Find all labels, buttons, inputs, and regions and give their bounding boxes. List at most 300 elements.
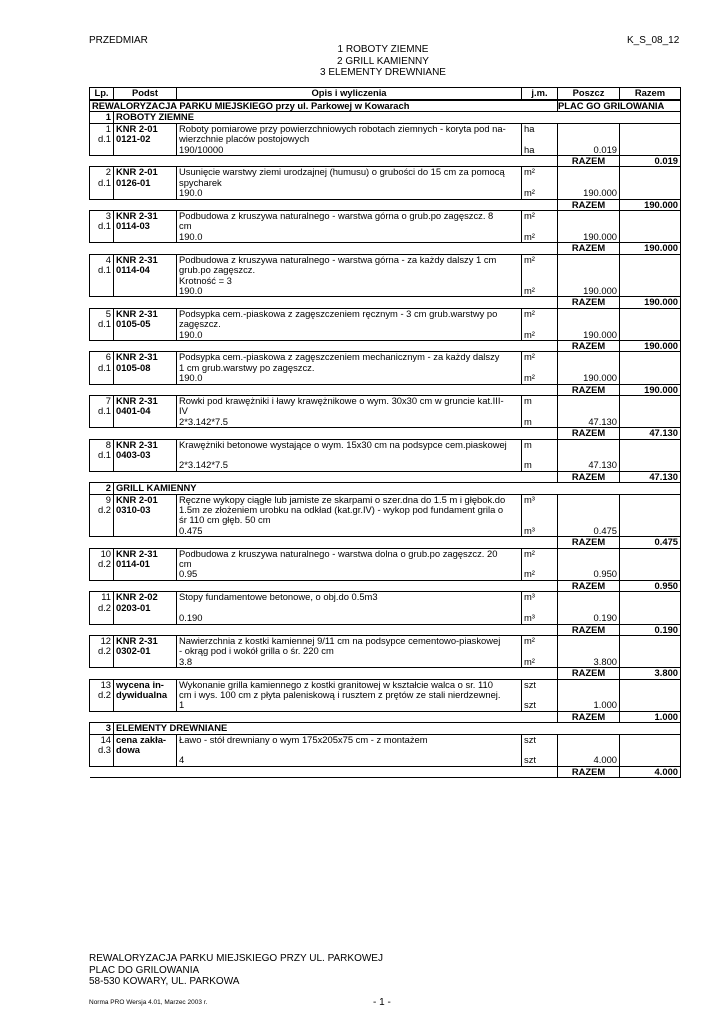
item-razem: 190.000 xyxy=(620,340,681,351)
table-header-row xyxy=(90,88,681,101)
item-podst xyxy=(114,548,177,580)
razem-label: RAZEM xyxy=(558,243,620,254)
calc-unit: m² xyxy=(522,569,558,580)
item-razem: 47.130 xyxy=(620,428,681,439)
podst-line: KNR 2-02 xyxy=(116,591,158,603)
podst-line: 0105-08 xyxy=(116,361,151,373)
item-poszcz: 190.000 xyxy=(558,188,620,199)
description-line: Nawierzchnia z kostki kamiennej 9/11 cm na podsypce cementowo-piaskowej xyxy=(179,635,501,646)
item-razem-empty xyxy=(620,635,681,656)
item-poszcz-empty xyxy=(558,548,620,569)
razem-label: RAZEM xyxy=(558,537,620,548)
description-line: spycharek xyxy=(179,176,222,188)
item-razem: 190.000 xyxy=(620,297,681,308)
razem-row xyxy=(90,711,681,722)
item-number: 2 xyxy=(105,166,111,178)
item-description xyxy=(177,439,522,460)
podst-line: KNR 2-31 xyxy=(116,210,158,222)
item-razem-blank xyxy=(620,460,681,471)
razem-row xyxy=(90,156,681,167)
item-division: d.1 xyxy=(97,405,111,417)
item-razem-empty xyxy=(620,395,681,416)
item-number: 7 xyxy=(105,395,111,406)
podst-line: 0126-01 xyxy=(116,176,151,188)
item-razem-empty xyxy=(620,254,681,286)
podst-line: 0302-01 xyxy=(116,645,151,657)
item-row xyxy=(90,123,681,144)
item-unit: m² xyxy=(522,167,558,188)
project-name: REWALORYZACJA PARKU MIEJSKIEGO przy ul. Parkowej w Kowarach xyxy=(90,100,558,112)
item-razem-blank xyxy=(620,755,681,766)
razem-spacer xyxy=(90,156,558,167)
item-row xyxy=(90,494,681,526)
item-division: d.1 xyxy=(97,220,111,232)
podst-line: 0114-03 xyxy=(116,220,150,232)
razem-spacer xyxy=(90,199,558,210)
podst-line: 0114-04 xyxy=(116,264,150,276)
section-row xyxy=(90,112,681,123)
item-row xyxy=(90,635,681,656)
item-number: 10 xyxy=(100,548,111,559)
item-number: 5 xyxy=(105,308,111,319)
section-name: ELEMENTY DREWNIANE xyxy=(114,723,681,734)
description-line: - okrąg pod i wokół grilla o śr. 220 cm xyxy=(179,645,334,657)
razem-spacer xyxy=(90,580,558,591)
item-row xyxy=(90,592,681,613)
calc-row xyxy=(90,417,681,428)
estimate-table xyxy=(89,87,681,778)
item-poszcz: 190.000 xyxy=(558,330,620,341)
col-header-razem: Razem xyxy=(620,88,681,101)
item-razem-blank xyxy=(620,569,681,580)
item-razem: 4.000 xyxy=(620,766,681,777)
item-poszcz-empty xyxy=(558,308,620,329)
razem-label: RAZEM xyxy=(558,340,620,351)
footer-line: REWALORYZACJA PARKU MIEJSKIEGO PRZY UL. PARKOWEJ xyxy=(89,953,383,964)
item-lp xyxy=(90,679,114,711)
podst-line: KNR 2-31 xyxy=(116,308,158,319)
item-razem-empty xyxy=(620,211,681,232)
section-name: GRILL KAMIENNY xyxy=(114,483,681,494)
item-division: d.1 xyxy=(97,176,111,188)
col-header-poszcz: Poszcz xyxy=(558,88,620,101)
description-line: śr 110 cm głęb. 50 cm xyxy=(179,514,271,526)
item-unit: m xyxy=(522,395,558,416)
section-titles xyxy=(0,44,724,79)
podst-line: KNR 2-31 xyxy=(116,635,158,646)
calc-row xyxy=(90,700,681,711)
item-lp xyxy=(90,211,114,243)
title-line: 1 ROBOTY ZIEMNE xyxy=(337,44,429,55)
razem-spacer xyxy=(90,340,558,351)
section-name: ROBOTY ZIEMNE xyxy=(114,112,681,123)
podst-line: 0401-04 xyxy=(116,405,151,417)
col-header-jm: j.m. xyxy=(522,88,558,101)
item-poszcz: 190.000 xyxy=(558,232,620,243)
calc-row xyxy=(90,188,681,199)
item-razem-blank xyxy=(620,232,681,243)
description-line: grub.po zagęszcz. xyxy=(179,264,256,276)
calc-unit: m xyxy=(522,417,558,428)
item-poszcz: 0.190 xyxy=(558,613,620,624)
item-poszcz-empty xyxy=(558,592,620,613)
calc-unit: m³ xyxy=(522,613,558,624)
item-razem-empty xyxy=(620,494,681,526)
razem-spacer xyxy=(90,428,558,439)
document-code: K_S_08_12 xyxy=(627,35,680,46)
item-poszcz-empty xyxy=(558,254,620,286)
calc-unit: m² xyxy=(522,232,558,243)
calc-unit: m xyxy=(522,460,558,471)
podst-line: KNR 2-31 xyxy=(116,254,158,265)
item-description xyxy=(177,211,522,232)
item-description xyxy=(177,308,522,329)
col-header-opis: Opis i wyliczenia xyxy=(177,88,522,101)
col-header-podst: Podst xyxy=(114,88,177,101)
razem-row xyxy=(90,428,681,439)
item-description xyxy=(177,679,522,700)
item-razem-blank xyxy=(620,657,681,668)
item-razem-empty xyxy=(620,352,681,373)
item-number: 1 xyxy=(105,123,111,134)
razem-spacer xyxy=(90,471,558,482)
item-razem: 47.130 xyxy=(620,471,681,482)
item-lp xyxy=(90,592,114,624)
item-podst xyxy=(114,254,177,297)
item-number: 6 xyxy=(105,351,111,363)
item-razem: 0.475 xyxy=(620,537,681,548)
section-row xyxy=(90,483,681,494)
razem-row xyxy=(90,471,681,482)
item-razem: 0.019 xyxy=(620,156,681,167)
razem-label: RAZEM xyxy=(558,624,620,635)
item-razem: 1.000 xyxy=(620,711,681,722)
item-razem-blank xyxy=(620,700,681,711)
item-calc: 0.190 xyxy=(177,613,522,624)
item-razem-blank xyxy=(620,188,681,199)
item-unit: m² xyxy=(522,308,558,329)
section-number: 3 xyxy=(90,723,114,734)
item-number: 13 xyxy=(100,679,111,690)
razem-spacer xyxy=(90,624,558,635)
podst-line: 0203-01 xyxy=(116,601,151,613)
calc-row xyxy=(90,657,681,668)
razem-row xyxy=(90,384,681,395)
item-description xyxy=(177,494,522,526)
podst-line: KNR 2-01 xyxy=(116,494,158,505)
item-razem: 3.800 xyxy=(620,668,681,679)
item-podst xyxy=(114,635,177,667)
razem-row xyxy=(90,199,681,210)
razem-spacer xyxy=(90,243,558,254)
item-poszcz-empty xyxy=(558,734,620,755)
razem-row xyxy=(90,537,681,548)
item-razem-empty xyxy=(620,548,681,569)
item-number: 12 xyxy=(100,635,111,646)
item-division: d.2 xyxy=(97,601,111,613)
item-calc: 3.8 xyxy=(177,657,522,668)
razem-row xyxy=(90,668,681,679)
item-razem-empty xyxy=(620,679,681,700)
podst-line: 0310-03 xyxy=(116,504,151,516)
razem-label: RAZEM xyxy=(558,711,620,722)
item-unit: m² xyxy=(522,635,558,656)
razem-row xyxy=(90,624,681,635)
section-number: 1 xyxy=(90,112,114,123)
item-division: d.2 xyxy=(97,688,111,700)
razem-label: RAZEM xyxy=(558,297,620,308)
item-poszcz: 3.800 xyxy=(558,657,620,668)
item-row xyxy=(90,439,681,460)
description-line: Krawężniki betonowe wystające o wym. 15x30 cm na podsypce cem.piaskowej xyxy=(179,439,507,450)
calc-row xyxy=(90,232,681,243)
calc-unit: m² xyxy=(522,330,558,341)
description-line xyxy=(179,745,519,755)
project-row xyxy=(90,100,681,112)
razem-row xyxy=(90,340,681,351)
item-razem-blank xyxy=(620,613,681,624)
item-row xyxy=(90,167,681,188)
podst-line: cena zakła- xyxy=(116,734,167,745)
item-unit: m² xyxy=(522,352,558,373)
item-lp xyxy=(90,395,114,427)
item-poszcz: 190.000 xyxy=(558,373,620,384)
item-poszcz: 4.000 xyxy=(558,755,620,766)
razem-label: RAZEM xyxy=(558,668,620,679)
description-line xyxy=(179,450,519,460)
item-poszcz-empty xyxy=(558,395,620,416)
item-calc: 1 xyxy=(177,700,522,711)
item-poszcz: 0.475 xyxy=(558,526,620,537)
calc-row xyxy=(90,755,681,766)
title-line: 3 ELEMENTY DREWNIANE xyxy=(320,67,446,78)
item-lp xyxy=(90,635,114,667)
razem-spacer xyxy=(90,297,558,308)
item-number: 9 xyxy=(105,494,111,505)
item-number: 4 xyxy=(105,254,111,265)
description-line: Ławo - stół drewniany o wym 175x205x75 cm - z montażem xyxy=(179,734,428,745)
item-lp xyxy=(90,734,114,766)
podst-line: KNR 2-31 xyxy=(116,439,158,450)
podst-line: KNR 2-01 xyxy=(116,166,158,178)
item-podst xyxy=(114,167,177,199)
item-description xyxy=(177,592,522,613)
item-podst xyxy=(114,439,177,471)
item-description xyxy=(177,395,522,416)
item-razem-empty xyxy=(620,592,681,613)
razem-label: RAZEM xyxy=(558,471,620,482)
calc-row xyxy=(90,330,681,341)
item-poszcz: 0.950 xyxy=(558,569,620,580)
item-razem: 190.000 xyxy=(620,199,681,210)
item-calc: 190.0 xyxy=(177,232,522,243)
item-description xyxy=(177,635,522,656)
section-row xyxy=(90,723,681,734)
calc-unit: m³ xyxy=(522,526,558,537)
item-row xyxy=(90,308,681,329)
description-line: Usunięcie warstwy ziemi urodzajnej (humusu) o grubości do 15 cm za pomocą xyxy=(179,166,505,178)
item-lp xyxy=(90,308,114,340)
item-lp xyxy=(90,439,114,471)
item-calc: 190.0 xyxy=(177,373,522,384)
item-podst xyxy=(114,679,177,711)
item-division: d.2 xyxy=(97,558,111,570)
calc-unit: m² xyxy=(522,188,558,199)
item-description xyxy=(177,254,522,286)
podst-line: KNR 2-31 xyxy=(116,395,158,406)
item-unit: m xyxy=(522,439,558,460)
item-unit: m² xyxy=(522,548,558,569)
item-podst xyxy=(114,211,177,243)
item-lp xyxy=(90,123,114,155)
table-body xyxy=(90,100,681,778)
item-calc: 0.95 xyxy=(177,569,522,580)
description-line: Stopy fundamentowe betonowe, o obj.do 0.5m3 xyxy=(179,591,378,603)
description-line xyxy=(179,603,519,613)
podst-line: 0403-03 xyxy=(116,449,151,460)
podst-line: 0114-01 xyxy=(116,558,150,570)
item-podst xyxy=(114,734,177,766)
item-row xyxy=(90,679,681,700)
item-calc: 4 xyxy=(177,755,522,766)
software-version: Norma PRO Wersja 4.01, Marzec 2003 r. xyxy=(89,999,208,1006)
item-description xyxy=(177,167,522,188)
item-lp xyxy=(90,494,114,537)
item-calc: 190.0 xyxy=(177,330,522,341)
item-row xyxy=(90,548,681,569)
item-poszcz-empty xyxy=(558,439,620,460)
section-number: 2 xyxy=(90,483,114,494)
calc-row xyxy=(90,526,681,537)
item-poszcz-empty xyxy=(558,352,620,373)
podst-line: dywidualna xyxy=(116,688,168,700)
item-razem-blank xyxy=(620,417,681,428)
calc-row xyxy=(90,373,681,384)
item-lp xyxy=(90,254,114,297)
item-podst xyxy=(114,395,177,427)
item-unit: m² xyxy=(522,211,558,232)
calc-row xyxy=(90,569,681,580)
item-poszcz-empty xyxy=(558,635,620,656)
podst-line: KNR 2-31 xyxy=(116,548,158,559)
item-row xyxy=(90,734,681,755)
razem-spacer xyxy=(90,668,558,679)
calc-unit: m² xyxy=(522,373,558,384)
calc-row xyxy=(90,145,681,156)
podst-line: dowa xyxy=(116,743,140,755)
item-razem-empty xyxy=(620,308,681,329)
razem-label: RAZEM xyxy=(558,384,620,395)
razem-spacer xyxy=(90,766,558,777)
item-poszcz-empty xyxy=(558,211,620,232)
item-description xyxy=(177,123,522,144)
calc-unit: m² xyxy=(522,657,558,668)
item-razem-empty xyxy=(620,123,681,144)
razem-row xyxy=(90,297,681,308)
podst-line: 0121-02 xyxy=(116,133,151,145)
document-type: PRZEDMIAR xyxy=(89,35,148,46)
item-division: d.2 xyxy=(97,645,111,657)
item-calc: 190.0 xyxy=(177,286,522,297)
item-podst xyxy=(114,592,177,624)
description-line: 1.5m ze złożeniem urobku na odkład (kat.gr.IV) - wykop pod fundament grila o xyxy=(179,504,504,516)
description-line: Wykonanie grilla kamiennego z kostki granitowej w kształcie walca o sr. 110 xyxy=(179,679,493,690)
footer-address xyxy=(89,953,383,988)
item-poszcz-empty xyxy=(558,123,620,144)
calc-row xyxy=(90,460,681,471)
razem-row xyxy=(90,766,681,777)
calc-unit: ha xyxy=(522,145,558,156)
item-razem: 190.000 xyxy=(620,243,681,254)
item-division: d.1 xyxy=(97,361,111,373)
item-calc: 2*3.142*7.5 xyxy=(177,417,522,428)
description-line: Podsypka cem.-piaskowa z zagęszczeniem ręcznym - 3 cm grub.warstwy po xyxy=(179,308,498,319)
item-razem-blank xyxy=(620,526,681,537)
description-line: Rowki pod krawężniki i ławy krawężnikowe o wym. 30x30 cm w gruncie kat.III- xyxy=(179,395,504,406)
item-podst xyxy=(114,352,177,384)
item-row xyxy=(90,211,681,232)
item-calc: 2*3.142*7.5 xyxy=(177,460,522,471)
item-unit: m² xyxy=(522,254,558,286)
col-header-lp: Lp. xyxy=(90,88,114,101)
item-poszcz: 190.000 xyxy=(558,286,620,297)
item-division: d.1 xyxy=(97,133,111,145)
description-line: 1 cm grub.warstwy po zagęszcz. xyxy=(179,361,315,373)
item-calc: 190.0 xyxy=(177,188,522,199)
item-razem-empty xyxy=(620,439,681,460)
podst-line: KNR 2-01 xyxy=(116,123,158,134)
razem-row xyxy=(90,580,681,591)
item-description xyxy=(177,548,522,569)
description-line: Podbudowa z kruszywa naturalnego - warstwa górna o grub.po zagęszcz. 8 xyxy=(179,210,494,222)
item-podst xyxy=(114,494,177,537)
item-poszcz-empty xyxy=(558,494,620,526)
razem-row xyxy=(90,243,681,254)
item-division: d.1 xyxy=(97,449,111,460)
description-line: wierzchnie placów postojowych xyxy=(179,133,310,145)
title-line: 2 GRILL KAMIENNY xyxy=(337,55,429,67)
podst-line: wycena in- xyxy=(116,679,164,690)
description-line: Ręczne wykopy ciągłe lub jamiste ze skarpami o szer.dna do 1.5 m i głębok.do xyxy=(179,494,506,505)
item-number: 3 xyxy=(105,210,111,222)
item-row xyxy=(90,352,681,373)
item-poszcz: 47.130 xyxy=(558,460,620,471)
item-razem-blank xyxy=(620,145,681,156)
item-unit: szt xyxy=(522,734,558,755)
description-line: Podsypka cem.-piaskowa z zagęszczeniem mechanicznym - za każdy dalszy xyxy=(179,351,500,363)
item-poszcz-empty xyxy=(558,679,620,700)
description-line: cm xyxy=(179,558,192,570)
description-line: Krotność = 3 xyxy=(179,274,232,286)
razem-label: RAZEM xyxy=(558,580,620,591)
calc-row xyxy=(90,613,681,624)
razem-label: RAZEM xyxy=(558,428,620,439)
item-division: d.1 xyxy=(97,318,111,330)
item-razem: 0.190 xyxy=(620,624,681,635)
razem-label: RAZEM xyxy=(558,199,620,210)
item-podst xyxy=(114,308,177,340)
razem-spacer xyxy=(90,537,558,548)
description-line: zagęszcz. xyxy=(179,318,221,330)
calc-unit: szt xyxy=(522,700,558,711)
item-razem-empty xyxy=(620,167,681,188)
description-line: Podbudowa z kruszywa naturalnego - warstwa dolna o grub.po zagęszcz. 20 xyxy=(179,548,498,559)
item-poszcz: 1.000 xyxy=(558,700,620,711)
item-unit: m³ xyxy=(522,494,558,526)
item-lp xyxy=(90,352,114,384)
item-row xyxy=(90,395,681,416)
item-row xyxy=(90,254,681,286)
